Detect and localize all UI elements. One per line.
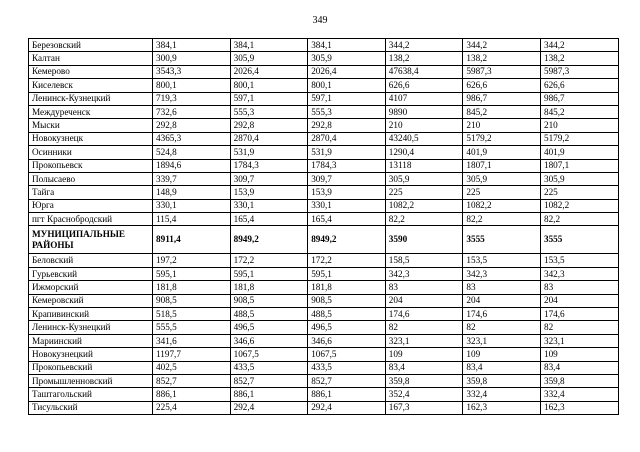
table-cell: 162,3 — [463, 401, 541, 414]
table-cell: 346,6 — [308, 334, 386, 347]
table-cell: 433,5 — [308, 361, 386, 374]
table-cell: 309,7 — [230, 172, 308, 185]
table-cell: 3590 — [385, 226, 463, 254]
row-label: Мыски — [29, 119, 153, 132]
table-cell: 204 — [385, 294, 463, 307]
table-cell: 174,6 — [385, 308, 463, 321]
table-cell: 172,2 — [308, 254, 386, 267]
table-cell: 384,1 — [153, 39, 231, 52]
table-cell: 555,5 — [153, 321, 231, 334]
table-row — [29, 132, 619, 145]
table-cell: 531,9 — [308, 146, 386, 159]
table-cell: 1082,2 — [385, 199, 463, 212]
table-cell: 115,4 — [153, 213, 231, 226]
table-cell: 1784,3 — [308, 159, 386, 172]
table-cell: 401,9 — [463, 146, 541, 159]
table-cell: 626,6 — [540, 79, 618, 92]
row-label: Кемеровский — [29, 294, 153, 307]
table-cell: 626,6 — [463, 79, 541, 92]
table-cell: 165,4 — [308, 213, 386, 226]
table-cell: 3543,3 — [153, 65, 231, 78]
table-cell: 292,8 — [308, 119, 386, 132]
table-cell: 292,8 — [153, 119, 231, 132]
table-cell: 595,1 — [308, 267, 386, 280]
table-cell: 83,4 — [463, 361, 541, 374]
table-cell: 5179,2 — [540, 132, 618, 145]
table-cell: 555,3 — [308, 105, 386, 118]
table-cell: 181,8 — [230, 281, 308, 294]
table-cell: 1082,2 — [463, 199, 541, 212]
table-cell: 719,3 — [153, 92, 231, 105]
table-cell: 852,7 — [153, 374, 231, 387]
row-label: МУНИЦИПАЛЬНЫЕ РАЙОНЫ — [29, 226, 153, 254]
row-label: Таштагольский — [29, 388, 153, 401]
table-cell: 908,5 — [308, 294, 386, 307]
row-label: Прокопьевский — [29, 361, 153, 374]
table-row — [29, 52, 619, 65]
table-cell: 2870,4 — [308, 132, 386, 145]
table-row — [29, 119, 619, 132]
table-cell: 197,2 — [153, 254, 231, 267]
table-row — [29, 199, 619, 212]
table-cell: 352,4 — [385, 388, 463, 401]
table-row — [29, 159, 619, 172]
table-cell: 402,5 — [153, 361, 231, 374]
table-row — [29, 321, 619, 334]
table-cell: 309,7 — [308, 172, 386, 185]
row-label: Ижморский — [29, 281, 153, 294]
table-cell: 323,1 — [385, 334, 463, 347]
row-label: Кемерово — [29, 65, 153, 78]
table-cell: 82,2 — [540, 213, 618, 226]
table-cell: 181,8 — [153, 281, 231, 294]
table-cell: 330,1 — [153, 199, 231, 212]
table-cell: 800,1 — [230, 79, 308, 92]
row-label: Киселевск — [29, 79, 153, 92]
row-label: Промышленновский — [29, 374, 153, 387]
table-cell: 342,3 — [385, 267, 463, 280]
table-cell: 82,2 — [385, 213, 463, 226]
table-cell: 339,7 — [153, 172, 231, 185]
table-cell: 109 — [463, 348, 541, 361]
table-row — [29, 39, 619, 52]
table-cell: 225 — [540, 186, 618, 199]
table-row — [29, 401, 619, 414]
table-cell: 330,1 — [230, 199, 308, 212]
table-cell: 342,3 — [540, 267, 618, 280]
table-row — [29, 146, 619, 159]
table-cell: 82 — [463, 321, 541, 334]
table-row — [29, 267, 619, 280]
table-cell: 359,8 — [463, 374, 541, 387]
row-label: Новокузнецк — [29, 132, 153, 145]
table-row — [29, 226, 619, 254]
table-cell: 8949,2 — [308, 226, 386, 254]
table-cell: 225 — [463, 186, 541, 199]
table-cell: 384,1 — [230, 39, 308, 52]
row-label: Юрга — [29, 199, 153, 212]
table-cell: 2026,4 — [308, 65, 386, 78]
table-cell: 800,1 — [308, 79, 386, 92]
table-cell: 800,1 — [153, 79, 231, 92]
table-cell: 986,7 — [540, 92, 618, 105]
row-label: Мариинский — [29, 334, 153, 347]
table-cell: 172,2 — [230, 254, 308, 267]
row-label: Междуреченск — [29, 105, 153, 118]
table-row — [29, 281, 619, 294]
table-cell: 886,1 — [230, 388, 308, 401]
table-cell: 344,2 — [540, 39, 618, 52]
table-cell: 488,5 — [230, 308, 308, 321]
row-label: Ленинск-Кузнецкий — [29, 321, 153, 334]
table-cell: 595,1 — [153, 267, 231, 280]
table-cell: 359,8 — [385, 374, 463, 387]
table-cell: 845,2 — [463, 105, 541, 118]
table-cell: 210 — [463, 119, 541, 132]
table-cell: 342,3 — [463, 267, 541, 280]
table-cell: 496,5 — [230, 321, 308, 334]
table-cell: 305,9 — [385, 172, 463, 185]
table-cell: 138,2 — [540, 52, 618, 65]
table-cell: 138,2 — [385, 52, 463, 65]
table-row — [29, 348, 619, 361]
table-cell: 518,5 — [153, 308, 231, 321]
table-cell: 109 — [540, 348, 618, 361]
row-label: Гурьевский — [29, 267, 153, 280]
table-cell: 225 — [385, 186, 463, 199]
table-cell: 138,2 — [463, 52, 541, 65]
table-cell: 210 — [385, 119, 463, 132]
table-cell: 531,9 — [230, 146, 308, 159]
table-cell: 43240,5 — [385, 132, 463, 145]
table-cell: 1067,5 — [230, 348, 308, 361]
table-cell: 852,7 — [230, 374, 308, 387]
page-number: 349 — [312, 15, 328, 26]
table-cell: 305,9 — [463, 172, 541, 185]
table-row — [29, 308, 619, 321]
table-cell: 1197,7 — [153, 348, 231, 361]
table-cell: 496,5 — [308, 321, 386, 334]
table-row — [29, 172, 619, 185]
table-cell: 4107 — [385, 92, 463, 105]
table-row — [29, 65, 619, 78]
table-row — [29, 254, 619, 267]
table-cell: 524,8 — [153, 146, 231, 159]
table-cell: 82,2 — [463, 213, 541, 226]
row-label: Крапивинский — [29, 308, 153, 321]
row-label: пгт Краснобродский — [29, 213, 153, 226]
table-cell: 225,4 — [153, 401, 231, 414]
table-cell: 986,7 — [463, 92, 541, 105]
table-cell: 1894,6 — [153, 159, 231, 172]
row-label: Березовский — [29, 39, 153, 52]
table-cell: 323,1 — [463, 334, 541, 347]
table-row — [29, 294, 619, 307]
table-cell: 83 — [463, 281, 541, 294]
table-cell: 8911,4 — [153, 226, 231, 254]
table-cell: 595,1 — [230, 267, 308, 280]
table-cell: 13118 — [385, 159, 463, 172]
table-row — [29, 374, 619, 387]
table-body — [29, 39, 619, 415]
table-cell: 1784,3 — [230, 159, 308, 172]
table-cell: 210 — [540, 119, 618, 132]
table-cell: 162,3 — [540, 401, 618, 414]
table-cell: 83,4 — [385, 361, 463, 374]
table-row — [29, 361, 619, 374]
table-cell: 8949,2 — [230, 226, 308, 254]
row-label: Калтан — [29, 52, 153, 65]
table-cell: 83,4 — [540, 361, 618, 374]
row-label: Осинники — [29, 146, 153, 159]
table-cell: 148,9 — [153, 186, 231, 199]
table-cell: 5987,3 — [463, 65, 541, 78]
table-cell: 3555 — [540, 226, 618, 254]
table-cell: 158,5 — [385, 254, 463, 267]
table-cell: 300,9 — [153, 52, 231, 65]
row-label: Тайга — [29, 186, 153, 199]
table-cell: 626,6 — [385, 79, 463, 92]
table-cell: 204 — [463, 294, 541, 307]
table-cell: 908,5 — [230, 294, 308, 307]
table-cell: 153,5 — [540, 254, 618, 267]
table-cell: 401,9 — [540, 146, 618, 159]
table-cell: 332,4 — [540, 388, 618, 401]
table-cell: 83 — [385, 281, 463, 294]
table-row — [29, 79, 619, 92]
table-cell: 204 — [540, 294, 618, 307]
table-cell: 1290,4 — [385, 146, 463, 159]
table-cell: 292,4 — [308, 401, 386, 414]
table-row — [29, 186, 619, 199]
table-row — [29, 92, 619, 105]
table-cell: 174,6 — [463, 308, 541, 321]
table-row — [29, 213, 619, 226]
table-cell: 109 — [385, 348, 463, 361]
table-cell: 2026,4 — [230, 65, 308, 78]
table-cell: 5987,3 — [540, 65, 618, 78]
table-cell: 359,8 — [540, 374, 618, 387]
table-cell: 82 — [385, 321, 463, 334]
data-table — [28, 38, 619, 415]
table-cell: 153,9 — [308, 186, 386, 199]
table-cell: 165,4 — [230, 213, 308, 226]
table-cell: 292,4 — [230, 401, 308, 414]
table-cell: 174,6 — [540, 308, 618, 321]
table-cell: 153,5 — [463, 254, 541, 267]
table-cell: 292,8 — [230, 119, 308, 132]
table-cell: 886,1 — [308, 388, 386, 401]
table-cell: 82 — [540, 321, 618, 334]
row-label: Прокопьевск — [29, 159, 153, 172]
table-cell: 167,3 — [385, 401, 463, 414]
table-cell: 2870,4 — [230, 132, 308, 145]
table-cell: 323,1 — [540, 334, 618, 347]
table-cell: 4365,3 — [153, 132, 231, 145]
table-cell: 344,2 — [385, 39, 463, 52]
table-cell: 1082,2 — [540, 199, 618, 212]
table-cell: 83 — [540, 281, 618, 294]
table-cell: 9890 — [385, 105, 463, 118]
table-cell: 341,6 — [153, 334, 231, 347]
table-cell: 732,6 — [153, 105, 231, 118]
table-cell: 305,9 — [230, 52, 308, 65]
table-cell: 1067,5 — [308, 348, 386, 361]
row-label: Тисульский — [29, 401, 153, 414]
table-cell: 488,5 — [308, 308, 386, 321]
table-row — [29, 334, 619, 347]
table-cell: 1807,1 — [540, 159, 618, 172]
table-cell: 845,2 — [540, 105, 618, 118]
table-cell: 332,4 — [463, 388, 541, 401]
table-cell: 908,5 — [153, 294, 231, 307]
table-cell: 3555 — [463, 226, 541, 254]
table-cell: 346,6 — [230, 334, 308, 347]
row-label: Полысаево — [29, 172, 153, 185]
table-cell: 384,1 — [308, 39, 386, 52]
table-cell: 5179,2 — [463, 132, 541, 145]
row-label: Беловский — [29, 254, 153, 267]
table-row — [29, 388, 619, 401]
row-label: Новокузнецкий — [29, 348, 153, 361]
table-cell: 330,1 — [308, 199, 386, 212]
table-cell: 852,7 — [308, 374, 386, 387]
table-cell: 597,1 — [230, 92, 308, 105]
table-cell: 433,5 — [230, 361, 308, 374]
table-cell: 305,9 — [308, 52, 386, 65]
table-cell: 305,9 — [540, 172, 618, 185]
table-row — [29, 105, 619, 118]
table-cell: 555,3 — [230, 105, 308, 118]
row-label: Ленинск-Кузнецкий — [29, 92, 153, 105]
table-cell: 886,1 — [153, 388, 231, 401]
table-cell: 153,9 — [230, 186, 308, 199]
table-cell: 1807,1 — [463, 159, 541, 172]
table-cell: 181,8 — [308, 281, 386, 294]
table-cell: 344,2 — [463, 39, 541, 52]
table-cell: 597,1 — [308, 92, 386, 105]
table-cell: 47638,4 — [385, 65, 463, 78]
